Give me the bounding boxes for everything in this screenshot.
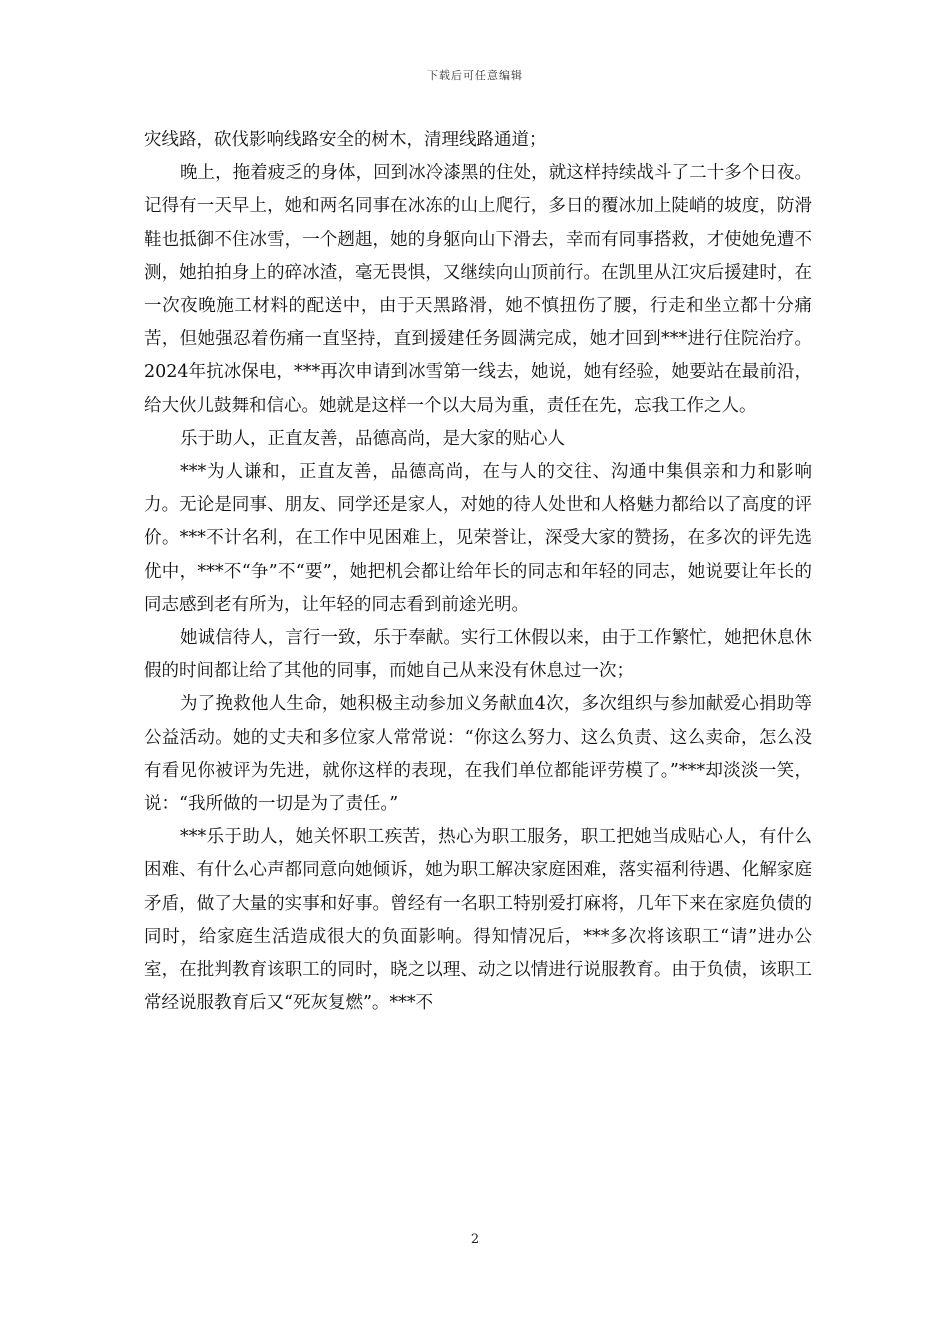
paragraph: 晚上，拖着疲乏的身体，回到冰冷漆黑的住处，就这样持续战斗了二十多个日夜。记得有一天早上，她和两名同事在冰冻的山上爬行，多日的覆冰加上陡峭的坡度，防滑鞋也抵御不住冰雪，一个趔趄，她的身躯向山下滑去，幸而有同事搭救，才使她免遭不测，她拍拍身上的碎冰渣，毫无畏惧，又继续向山顶前行。在凯里从江灾后援建时，在一次夜晚施工材料的配送中，由于天黑路滑，她不慎扭伤了腰，行走和坐立都十分痛苦，但她强忍着伤痛一直坚持，直到援建任务圆满完成，她才回到***进行住院治疗。2024年抗冰保电，***再次申请到冰雪第一线去，她说，她有经验，她要站在最前沿，给大伙儿鼓舞和信心。她就是这样一个以大局为重，责任在先，忘我工作之人。 [144,163,812,416]
paragraph: ***为人谦和，正直友善，品德高尚，在与人的交往、沟通中集俱亲和力和影响力。无论是同事、朋友、同学还是家人，对她的待人处世和人格魅力都给以了高度的评价。***不计名利，在工作中见困难上，见荣誉让，深受大家的赞扬，在多次的评先选优中，***不“争”不“要”，她把机会都让给年长的同志和年轻的同志，她说要让年长的同志感到老有所为，让年轻的同志看到前途光明。 [144,462,812,615]
section-heading: 乐于助人，正直友善，品德高尚，是大家的贴心人 [180,428,565,449]
paragraph: 为了挽救他人生命，她积极主动参加义务献血4次，多次组织与参加献爱心捐助等公益活动。她的丈夫和多位家人常常说：“你这么努力、这么负责、这么卖命，怎么没有看见你被评为先进，就你这样的表现，在我们单位都能评劳模了。”***却淡淡一笑，说：“我所做的一切是为了责任。” [144,694,812,815]
paragraph: 灾线路，砍伐影响线路安全的树木，清理线路通道； [144,130,547,150]
page-number: 2 [470,1232,480,1247]
document-body [144,124,812,1020]
paragraph: ***乐于助人，她关怀职工疾苦，热心为职工服务，职工把她当成贴心人，有什么困难、有什么心声都同意向她倾诉，她为职工解决家庭困难，落实福利待遇、化解家庭矛盾，做了大量的实事和好事。曾经有一名职工特别爱打麻将，几年下来在家庭负债的同时，给家庭生活造成很大的负面影响。得知情况后，***多次将该职工“请”进办公室，在批判教育该职工的同时，晓之以理、动之以情进行说服教育。由于负债，该职工常经说服教育后又“死灰复燃”。***不 [144,827,812,1014]
page-header: 下载后可任意编辑 [427,69,523,82]
paragraph: 她诚信待人，言行一致，乐于奉献。实行工休假以来，由于工作繁忙，她把休息休假的时间都让给了其他的同事，而她自己从来没有休息过一次； [144,628,812,682]
